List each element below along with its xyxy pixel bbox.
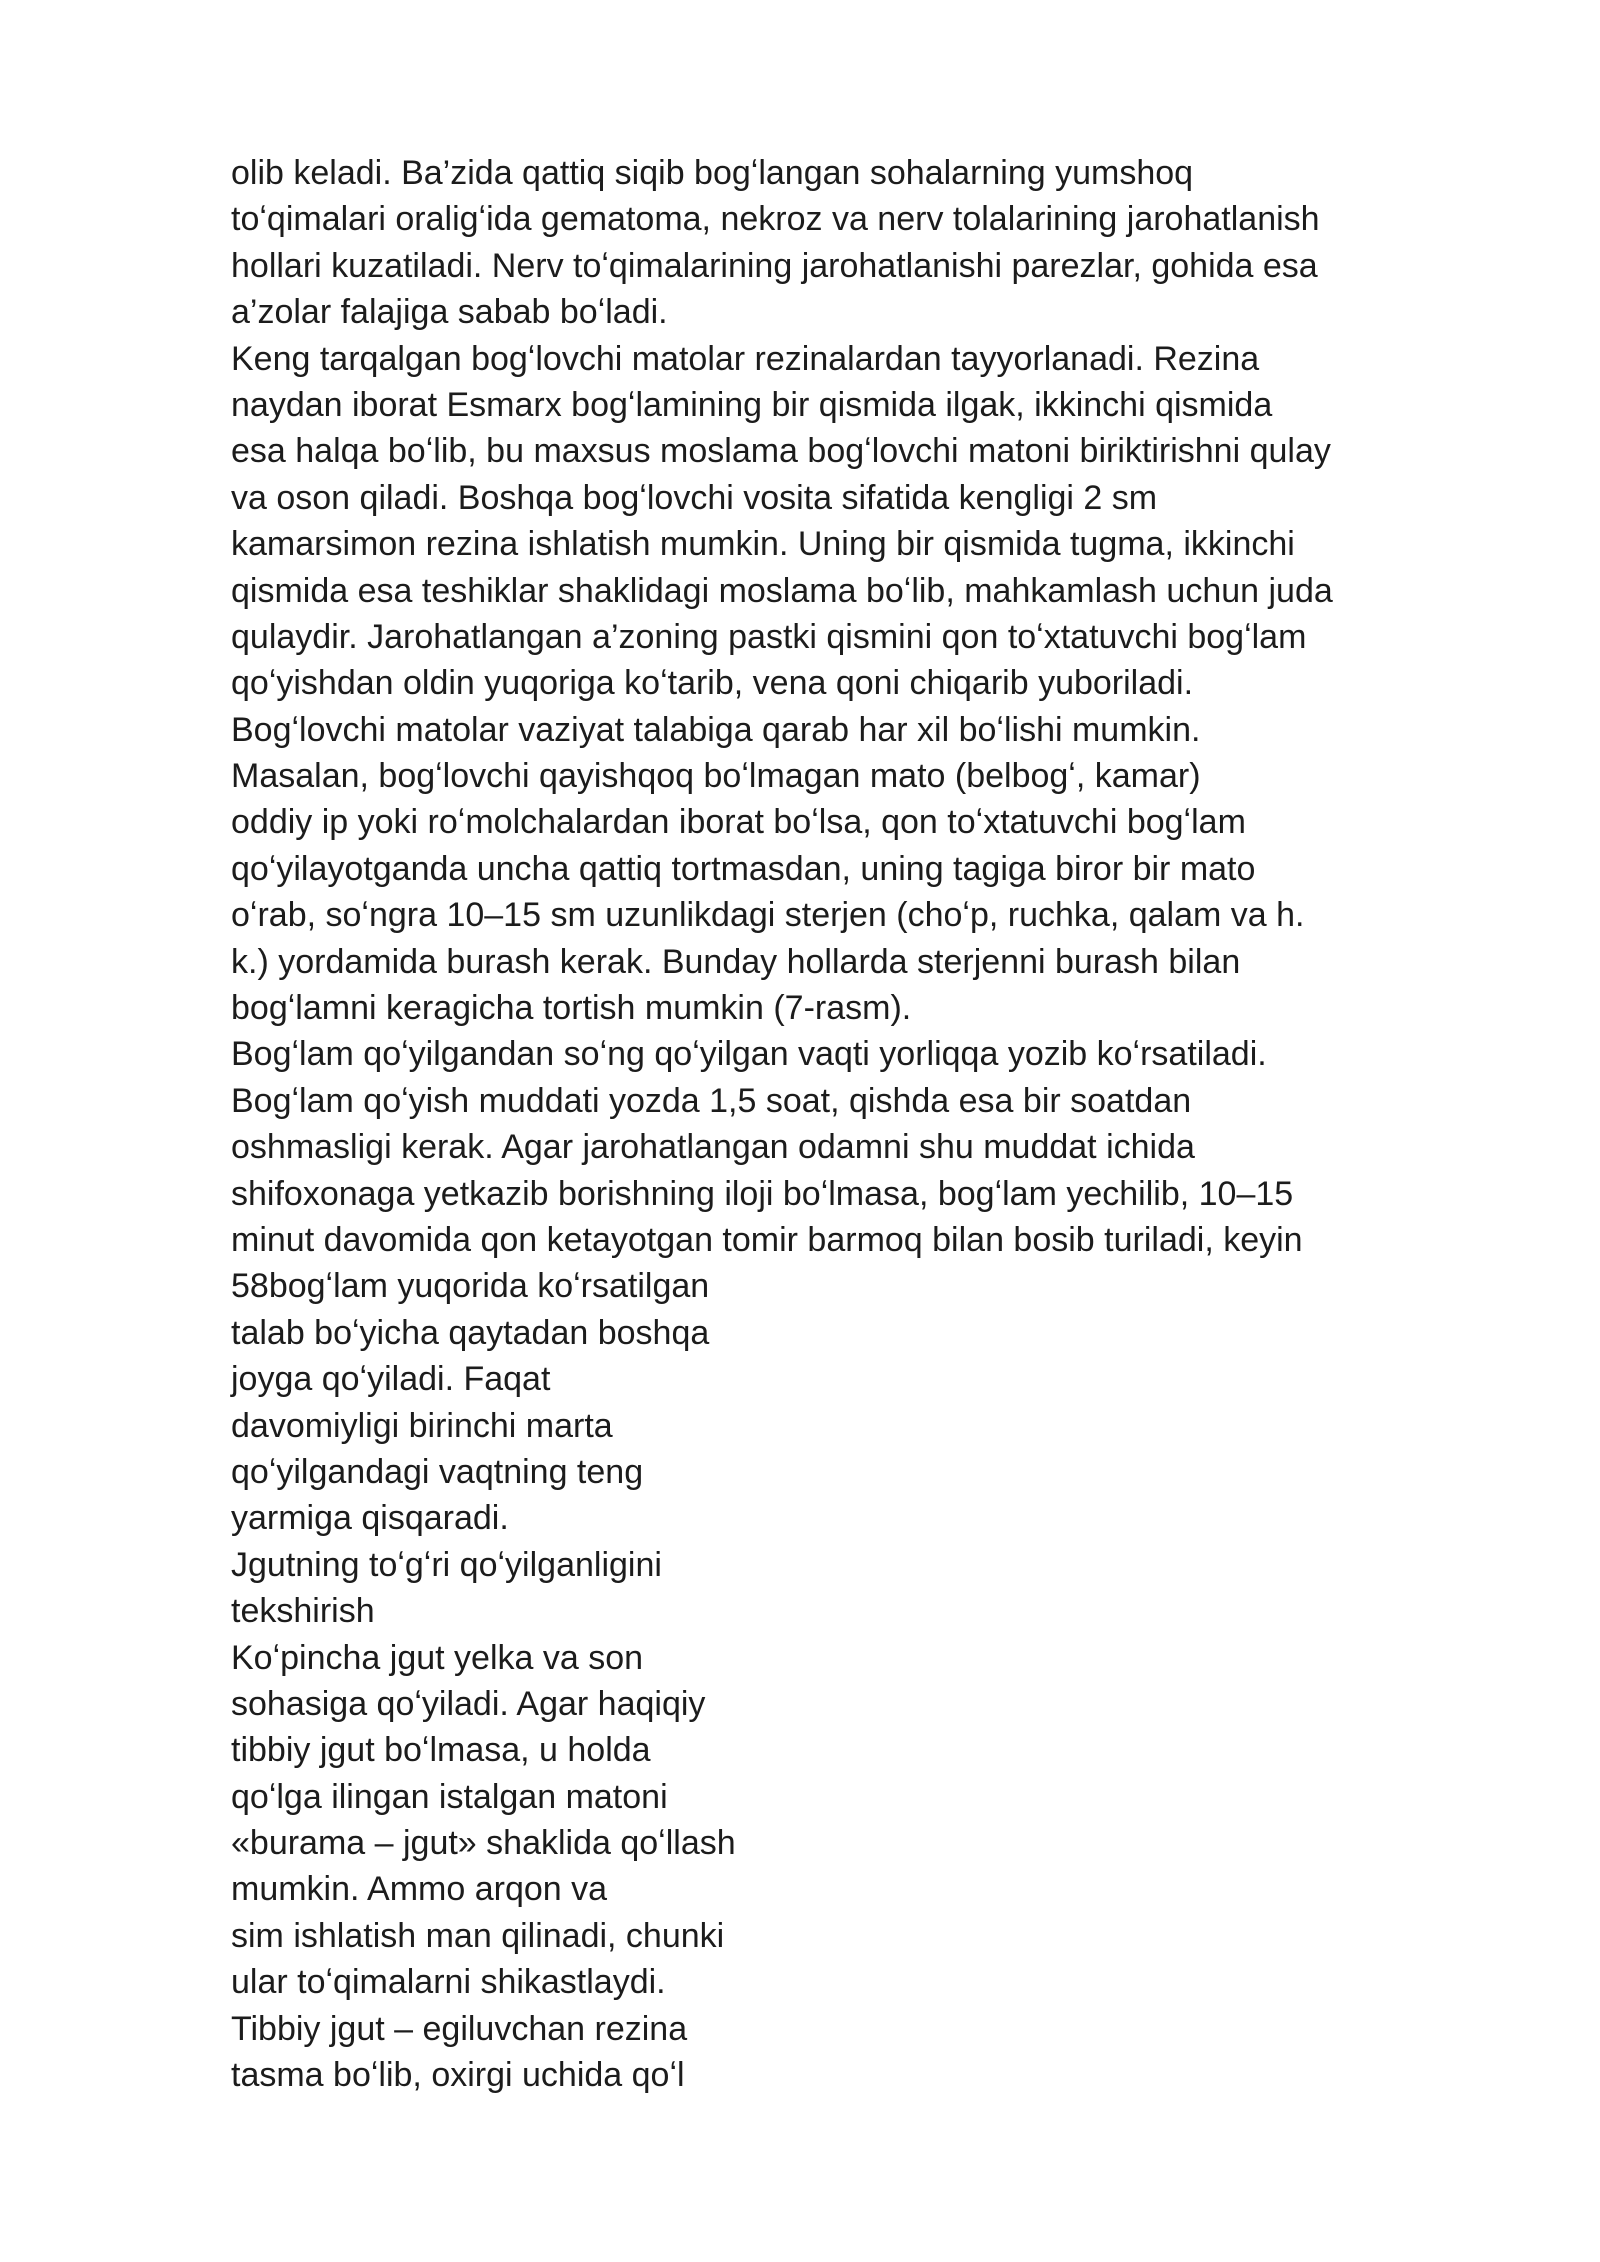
text-line: sohasiga qoʻyiladi. Agar haqiqiy <box>231 1684 706 1723</box>
text-line: qoʻyilgandagi vaqtning teng <box>231 1452 644 1491</box>
text-line: 58bogʻlam yuqorida koʻrsatilgan <box>231 1267 710 1306</box>
text-line: shifoxonaga yetkazib borishning iloji boʻlmasa, bogʻlam yechilib, 10–15 <box>231 1174 1294 1213</box>
text-line: qoʻlga ilingan istalgan matoni <box>231 1777 668 1816</box>
text-line: esa halqa boʻlib, bu maxsus moslama bogʻlovchi matoni biriktirishni qulay <box>231 432 1331 471</box>
text-line: va oson qiladi. Boshqa bogʻlovchi vosita sifatida kengligi 2 sm <box>231 478 1158 517</box>
text-line: «burama – jgut» shaklida qoʻllash <box>231 1824 736 1863</box>
text-line: oʻrab, soʻngra 10–15 sm uzunlikdagi sterjen (choʻp, ruchka, qalam va h. <box>231 896 1305 935</box>
text-line: qulaydir. Jarohatlangan a’zoning pastki qismini qon toʻxtatuvchi bogʻlam <box>231 617 1307 656</box>
text-line: talab boʻyicha qaytadan boshqa <box>231 1313 710 1352</box>
text-line: oshmasligi kerak. Agar jarohatlangan odamni shu muddat ichida <box>231 1128 1195 1167</box>
text-line: minut davomida qon ketayotgan tomir barmoq bilan bosib turiladi, keyin <box>231 1220 1303 1259</box>
text-line: Masalan, bogʻlovchi qayishqoq boʻlmagan mato (belbogʻ, kamar) <box>231 757 1201 796</box>
text-line: qoʻyishdan oldin yuqoriga koʻtarib, vena qoni chiqarib yuboriladi. <box>231 664 1194 703</box>
text-line: olib keladi. Ba’zida qattiq siqib bogʻlangan sohalarning yumshoq <box>231 154 1194 192</box>
text-line: naydan iborat Esmarx bogʻlamining bir qismida ilgak, ikkinchi qismida <box>231 385 1273 424</box>
text-line: sim ishlatish man qilinadi, chunki <box>231 1916 725 1955</box>
text-line: kamarsimon rezina ishlatish mumkin. Uning bir qismida tugma, ikkinchi <box>231 525 1295 564</box>
text-line: davomiyligi birinchi marta <box>231 1406 613 1445</box>
text-line: tasma boʻlib, oxirgi uchida qoʻl <box>231 2056 685 2095</box>
text-line: k.) yordamida burash kerak. Bunday hollarda sterjenni burash bilan <box>231 942 1241 981</box>
text-line: toʻqimalari oraligʻida gematoma, nekroz va nerv tolalarining jarohatlanish <box>231 200 1320 239</box>
text-line: ular toʻqimalarni shikastlaydi. <box>231 1963 666 2002</box>
text-line: Bogʻlovchi matolar vaziyat talabiga qarab har xil boʻlishi mumkin. <box>231 710 1201 749</box>
text-line: tekshirish <box>231 1592 375 1631</box>
text-line: bogʻlamni keragicha tortish mumkin (7-rasm). <box>231 989 912 1028</box>
text-line: Keng tarqalgan bogʻlovchi matolar rezinalardan tayyorlanadi. Rezina <box>231 339 1260 378</box>
text-line: tibbiy jgut boʻlmasa, u holda <box>231 1731 651 1770</box>
text-line: qismida esa teshiklar shaklidagi moslama boʻlib, mahkamlash uchun juda <box>231 571 1333 610</box>
text-line: a’zolar falajiga sabab boʻladi. <box>231 293 668 332</box>
text-line: Koʻpincha jgut yelka va son <box>231 1638 644 1677</box>
text-line: joyga qoʻyiladi. Faqat <box>231 1360 551 1399</box>
body-text <box>231 150 1411 2098</box>
text-line: Bogʻlam qoʻyilgandan soʻng qoʻyilgan vaqti yorliqqa yozib koʻrsatiladi. <box>231 1035 1267 1074</box>
text-line: qoʻyilayotganda uncha qattiq tortmasdan, uning tagiga biror bir mato <box>231 849 1256 888</box>
text-line: mumkin. Ammo arqon va <box>231 1870 608 1909</box>
text-line: hollari kuzatiladi. Nerv toʻqimalarining jarohatlanishi parezlar, gohida esa <box>231 246 1318 285</box>
text-line: oddiy ip yoki roʻmolchalardan iborat boʻlsa, qon toʻxtatuvchi bogʻlam <box>231 803 1246 842</box>
text-line: Tibbiy jgut – egiluvchan rezina <box>231 2009 688 2048</box>
text-line: Jgutning toʻgʻri qoʻyilganligini <box>231 1545 662 1584</box>
text-line: yarmiga qisqaradi. <box>231 1499 509 1538</box>
text-line: Bogʻlam qoʻyish muddati yozda 1,5 soat, qishda esa bir soatdan <box>231 1081 1192 1120</box>
